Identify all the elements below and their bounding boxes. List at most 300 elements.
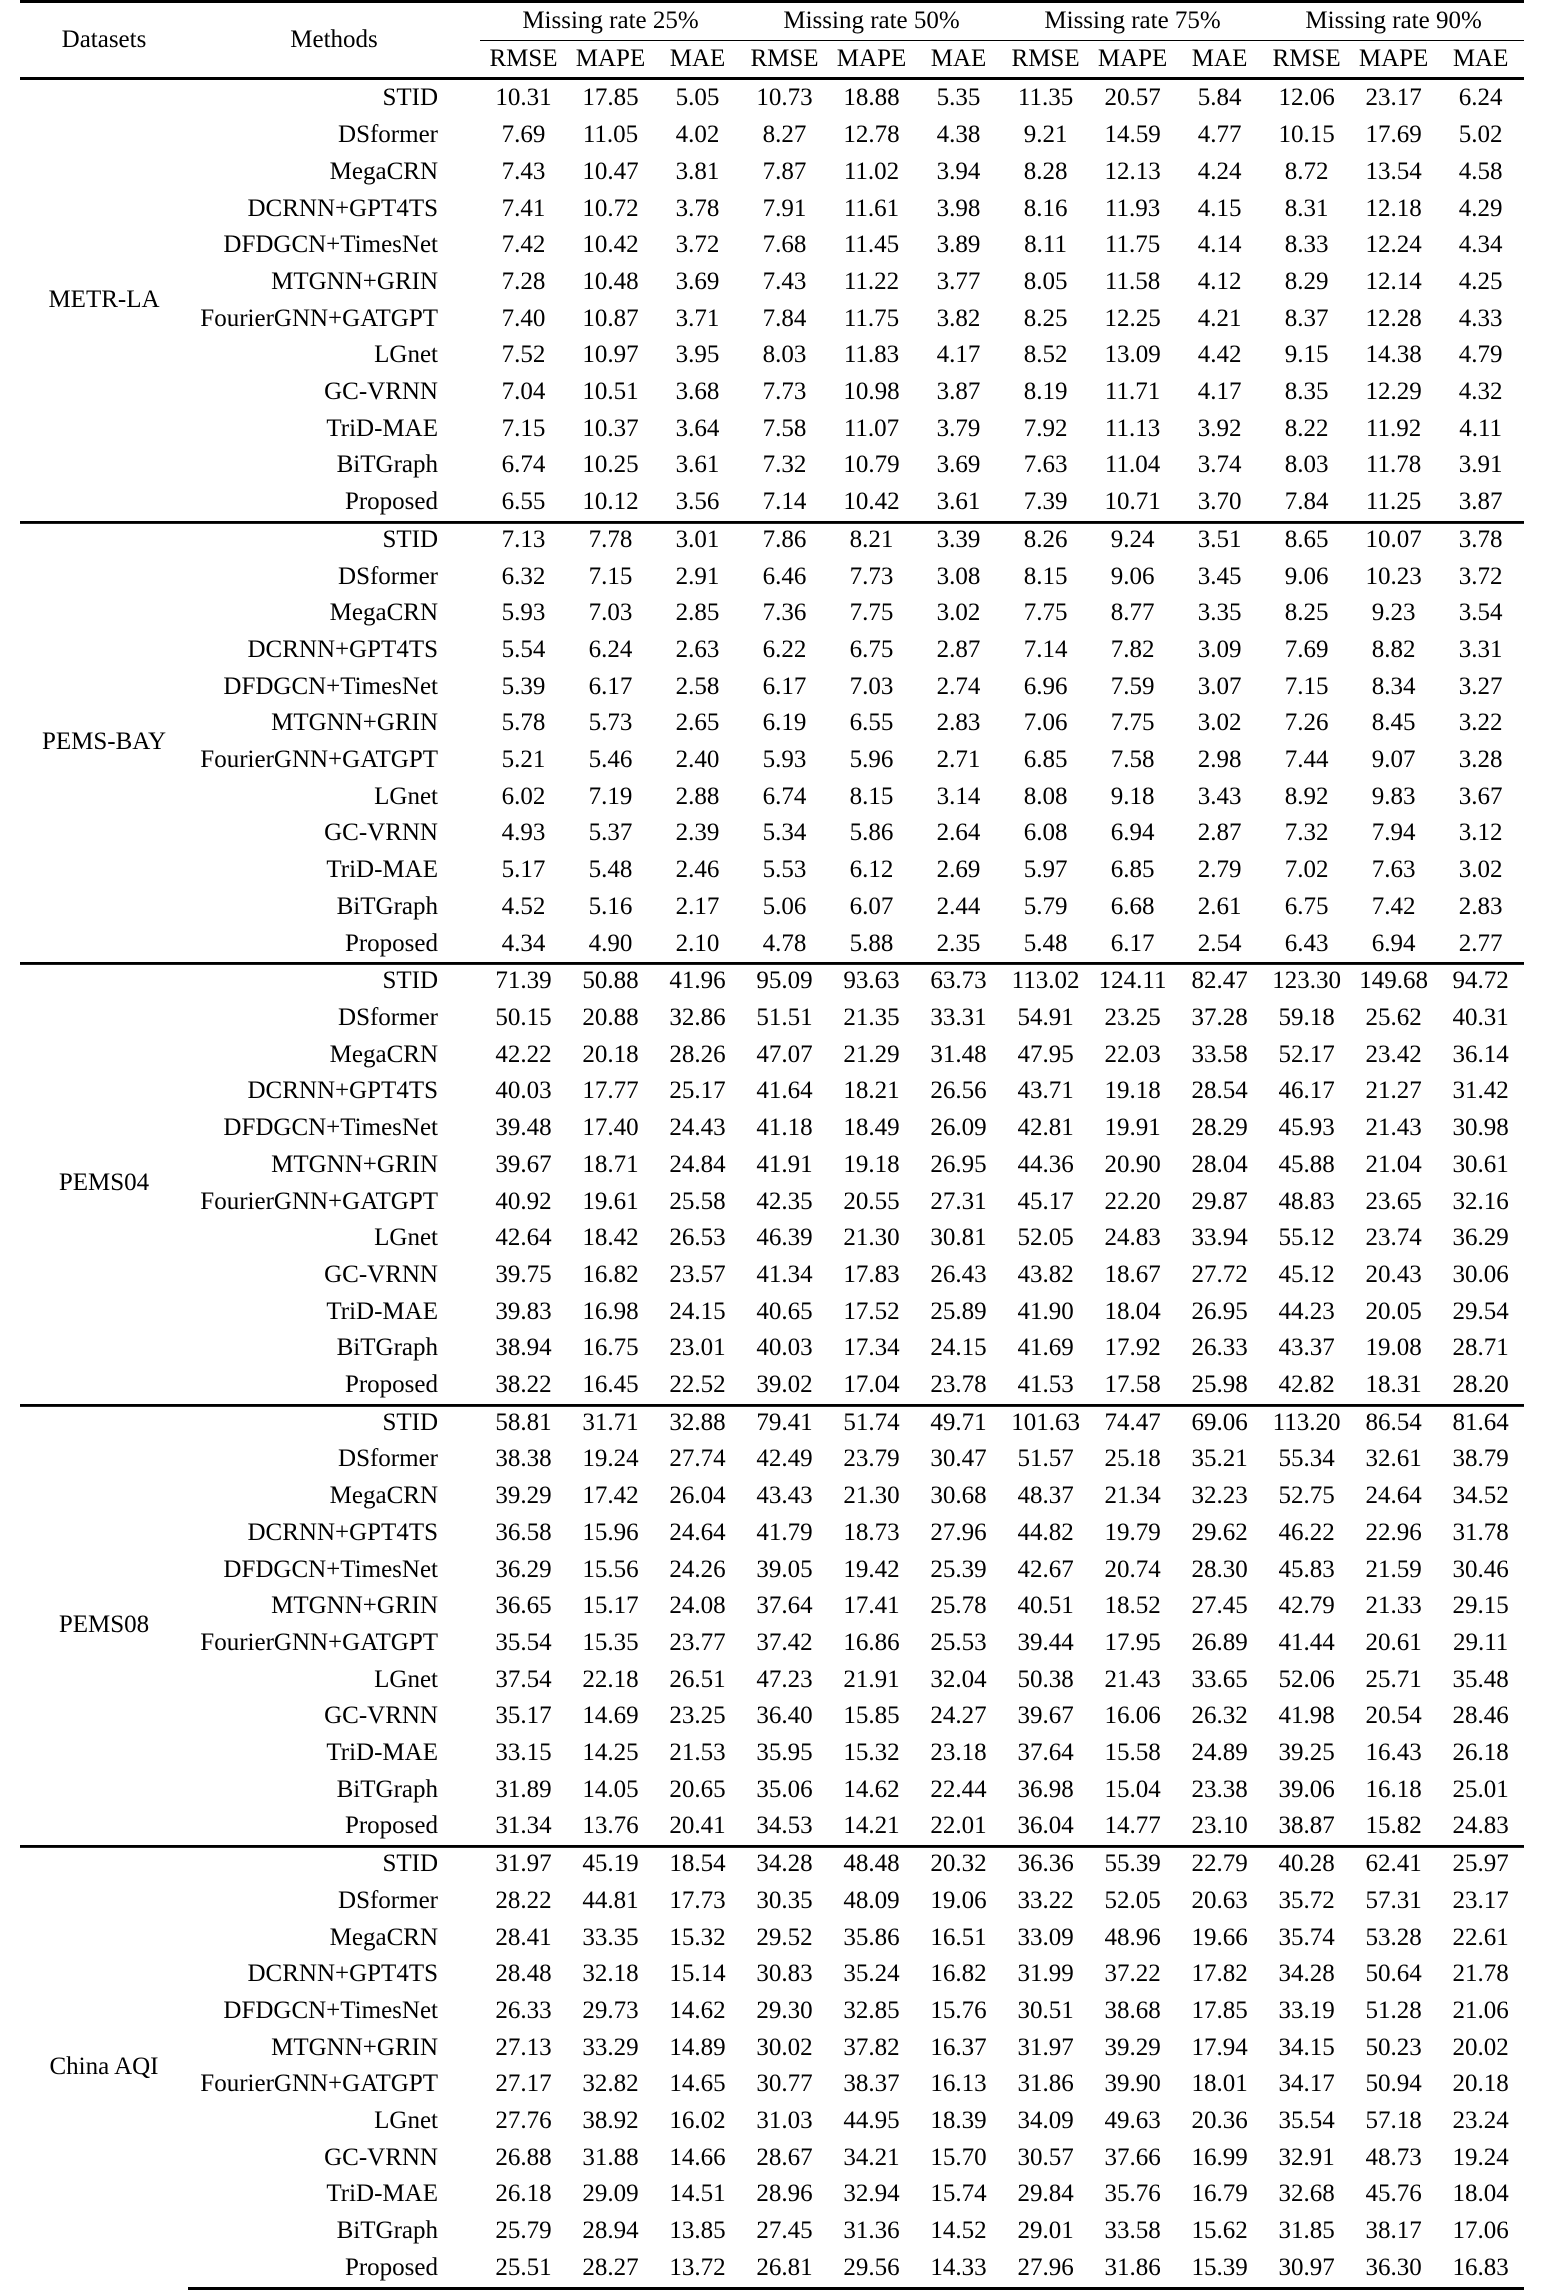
metric-value-cell: 21.04: [1365, 1150, 1422, 1178]
metric-value-cell: 38.87: [1278, 1812, 1335, 1840]
metric-value-cell: 17.73: [669, 1886, 726, 1914]
table-row: [20, 2140, 1524, 2177]
metric-value-cell: 4.12: [1197, 267, 1242, 295]
table-row: [20, 779, 1524, 816]
metric-value-cell: 37.64: [1017, 1739, 1074, 1767]
metric-value-cell: 28.20: [1452, 1371, 1509, 1399]
metric-value-cell: 15.04: [1104, 1775, 1161, 1803]
metric-value-cell: 19.06: [930, 1886, 987, 1914]
method-name-cell: DCRNN+GPT4TS: [247, 194, 438, 222]
metric-value-cell: 79.41: [741, 1404, 828, 1441]
metric-value-cell: 37.66: [1104, 2143, 1161, 2171]
metric-value-cell: 41.44: [1278, 1628, 1335, 1656]
metric-value-cell: 28.48: [495, 1960, 552, 1988]
metric-value-cell: 46.22: [1278, 1518, 1335, 1546]
metric-value-cell: 3.74: [1197, 451, 1242, 479]
dataset-name-cell: PEMS04: [20, 963, 188, 1404]
metric-value-cell: 50.64: [1365, 1960, 1422, 1988]
method-name-cell: FourierGNN+GATGPT: [200, 1628, 438, 1656]
metric-value-cell: 2.77: [1458, 929, 1503, 957]
metric-value-cell: 2.46: [675, 856, 720, 884]
metric-value-cell: 43.37: [1278, 1334, 1335, 1362]
metric-value-cell: 7.75: [1110, 709, 1155, 737]
metric-value-cell: 31.78: [1452, 1518, 1509, 1546]
metric-value-cell: 31.97: [1017, 2033, 1074, 2061]
metric-value-cell: 8.08: [1023, 782, 1068, 810]
metric-value-cell: 15.85: [843, 1702, 900, 1730]
metric-value-cell: 17.95: [1104, 1628, 1161, 1656]
metric-value-cell: 23.79: [843, 1445, 900, 1473]
metric-value-cell: 4.52: [501, 892, 546, 920]
metric-value-cell: 8.16: [1023, 194, 1068, 222]
metric-value-cell: 34.21: [843, 2143, 900, 2171]
metric-value-cell: 11.25: [1365, 488, 1422, 516]
metric-value-cell: 4.34: [1458, 231, 1503, 259]
method-name-cell: LGnet: [374, 341, 438, 369]
metric-value-cell: 6.22: [762, 635, 807, 663]
metric-value-cell: 50.23: [1365, 2033, 1422, 2061]
metric-value-cell: 23.25: [1104, 1003, 1161, 1031]
method-name-cell: STID: [188, 1846, 480, 1883]
metric-value-cell: 35.17: [495, 1702, 552, 1730]
method-name-cell: TriD-MAE: [326, 856, 438, 884]
metric-value-cell: 36.40: [756, 1702, 813, 1730]
metric-value-cell: 48.96: [1104, 1923, 1161, 1951]
metric-value-cell: 20.36: [1191, 2107, 1248, 2135]
metric-value-cell: 3.07: [1197, 672, 1242, 700]
method-name-cell: DFDGCN+TimesNet: [223, 1555, 438, 1583]
metric-value-cell: 8.26: [1002, 521, 1089, 558]
metric-value-cell: 31.97: [480, 1846, 567, 1883]
col-header-metric: RMSE: [750, 44, 819, 72]
metric-value-cell: 2.61: [1197, 892, 1242, 920]
metric-value-cell: 10.25: [582, 451, 639, 479]
metric-value-cell: 3.51: [1176, 521, 1263, 558]
metric-value-cell: 12.78: [843, 121, 900, 149]
metric-value-cell: 35.48: [1452, 1665, 1509, 1693]
method-name-cell: LGnet: [374, 2107, 438, 2135]
metric-value-cell: 47.07: [756, 1040, 813, 1068]
metric-value-cell: 12.28: [1365, 304, 1422, 332]
col-header-metric: MAPE: [1358, 44, 1429, 72]
metric-value-cell: 5.48: [1023, 929, 1068, 957]
metric-value-cell: 42.64: [495, 1224, 552, 1252]
metric-value-cell: 52.06: [1278, 1665, 1335, 1693]
metric-value-cell: 35.72: [1278, 1886, 1335, 1914]
metric-value-cell: 48.37: [1017, 1482, 1074, 1510]
metric-value-cell: 3.39: [915, 521, 1002, 558]
metric-value-cell: 29.11: [1452, 1628, 1509, 1656]
metric-value-cell: 17.77: [582, 1077, 639, 1105]
metric-value-cell: 43.71: [1017, 1077, 1074, 1105]
metric-value-cell: 7.52: [501, 341, 546, 369]
method-name-cell: TriD-MAE: [326, 1739, 438, 1767]
table-row: [20, 227, 1524, 264]
metric-value-cell: 30.98: [1452, 1114, 1509, 1142]
metric-value-cell: 3.72: [675, 231, 720, 259]
metric-value-cell: 4.78: [762, 929, 807, 957]
method-name-cell: DFDGCN+TimesNet: [223, 1996, 438, 2024]
dataset-name-cell: PEMS-BAY: [20, 521, 188, 962]
method-name-cell: FourierGNN+GATGPT: [200, 304, 438, 332]
metric-value-cell: 26.53: [669, 1224, 726, 1252]
metric-value-cell: 2.10: [675, 929, 720, 957]
method-name-cell: BiTGraph: [336, 1334, 438, 1362]
metric-value-cell: 6.32: [501, 562, 546, 590]
metric-value-cell: 40.28: [1263, 1846, 1350, 1883]
metric-value-cell: 33.15: [495, 1739, 552, 1767]
method-name-cell: STID: [188, 521, 480, 558]
metric-value-cell: 14.62: [669, 1996, 726, 2024]
metric-value-cell: 9.07: [1371, 746, 1416, 774]
metric-value-cell: 7.58: [1110, 746, 1155, 774]
metric-value-cell: 4.14: [1197, 231, 1242, 259]
metric-value-cell: 12.25: [1104, 304, 1161, 332]
metric-value-cell: 33.58: [1191, 1040, 1248, 1068]
metric-value-cell: 24.83: [1104, 1224, 1161, 1252]
metric-value-cell: 32.18: [582, 1960, 639, 1988]
metric-value-cell: 8.45: [1371, 709, 1416, 737]
metric-value-cell: 7.19: [588, 782, 633, 810]
metric-value-cell: 20.88: [582, 1003, 639, 1031]
metric-value-cell: 31.89: [495, 1775, 552, 1803]
metric-value-cell: 8.15: [1023, 562, 1068, 590]
metric-value-cell: 6.74: [762, 782, 807, 810]
metric-value-cell: 41.69: [1017, 1334, 1074, 1362]
metric-value-cell: 33.19: [1278, 1996, 1335, 2024]
metric-value-cell: 7.40: [501, 304, 546, 332]
metric-value-cell: 15.70: [930, 2143, 987, 2171]
metric-value-cell: 71.39: [480, 963, 567, 1000]
metric-value-cell: 4.79: [1458, 341, 1503, 369]
metric-value-cell: 25.78: [930, 1592, 987, 1620]
metric-value-cell: 18.67: [1104, 1260, 1161, 1288]
metric-value-cell: 26.89: [1191, 1628, 1248, 1656]
metric-value-cell: 28.04: [1191, 1150, 1248, 1178]
metric-value-cell: 14.66: [669, 2143, 726, 2171]
metric-value-cell: 39.06: [1278, 1775, 1335, 1803]
metric-value-cell: 2.69: [936, 856, 981, 884]
metric-value-cell: 4.02: [675, 121, 720, 149]
metric-value-cell: 5.96: [849, 746, 894, 774]
metric-value-cell: 42.35: [756, 1187, 813, 1215]
metric-value-cell: 33.09: [1017, 1923, 1074, 1951]
metric-value-cell: 6.94: [1371, 929, 1416, 957]
metric-value-cell: 48.83: [1278, 1187, 1335, 1215]
metric-value-cell: 8.03: [762, 341, 807, 369]
col-group-header-75: Missing rate 75%: [1002, 2, 1263, 41]
metric-value-cell: 3.70: [1197, 488, 1242, 516]
metric-value-cell: 4.93: [501, 819, 546, 847]
metric-value-cell: 7.73: [849, 562, 894, 590]
metric-value-cell: 5.35: [915, 79, 1002, 117]
metric-value-cell: 39.25: [1278, 1739, 1335, 1767]
metric-value-cell: 28.96: [756, 2180, 813, 2208]
metric-value-cell: 7.68: [762, 231, 807, 259]
metric-value-cell: 5.37: [588, 819, 633, 847]
table-row: [20, 963, 1524, 1000]
metric-value-cell: 19.61: [582, 1187, 639, 1215]
metric-value-cell: 30.02: [756, 2033, 813, 2061]
metric-value-cell: 29.62: [1191, 1518, 1248, 1546]
metric-value-cell: 12.14: [1365, 267, 1422, 295]
metric-value-cell: 24.15: [930, 1334, 987, 1362]
metric-value-cell: 20.61: [1365, 1628, 1422, 1656]
metric-value-cell: 37.22: [1104, 1960, 1161, 1988]
metric-value-cell: 46.39: [756, 1224, 813, 1252]
table-row: [20, 852, 1524, 889]
table-row: [20, 926, 1524, 963]
metric-value-cell: 5.39: [501, 672, 546, 700]
metric-value-cell: 24.64: [1365, 1482, 1422, 1510]
metric-value-cell: 28.41: [495, 1923, 552, 1951]
table-row: [20, 1147, 1524, 1184]
metric-value-cell: 45.88: [1278, 1150, 1335, 1178]
metric-value-cell: 4.77: [1197, 121, 1242, 149]
metric-value-cell: 48.73: [1365, 2143, 1422, 2171]
metric-value-cell: 23.65: [1365, 1187, 1422, 1215]
metric-value-cell: 17.52: [843, 1297, 900, 1325]
metric-value-cell: 50.88: [567, 963, 654, 1000]
metric-value-cell: 9.15: [1284, 341, 1329, 369]
metric-value-cell: 30.61: [1452, 1150, 1509, 1178]
metric-value-cell: 11.92: [1365, 414, 1422, 442]
metric-value-cell: 15.56: [582, 1555, 639, 1583]
table-row: [20, 889, 1524, 926]
metric-value-cell: 31.42: [1452, 1077, 1509, 1105]
table-row: [20, 1735, 1524, 1772]
metric-value-cell: 2.63: [675, 635, 720, 663]
metric-value-cell: 25.53: [930, 1628, 987, 1656]
metric-value-cell: 6.17: [762, 672, 807, 700]
metric-value-cell: 18.04: [1452, 2180, 1509, 2208]
metric-value-cell: 59.18: [1278, 1003, 1335, 1031]
table-row: [20, 1220, 1524, 1257]
metric-value-cell: 37.28: [1191, 1003, 1248, 1031]
metric-value-cell: 11.71: [1104, 378, 1161, 406]
metric-value-cell: 7.84: [762, 304, 807, 332]
metric-value-cell: 28.27: [567, 2250, 654, 2288]
metric-value-cell: 6.94: [1110, 819, 1155, 847]
metric-value-cell: 3.67: [1458, 782, 1503, 810]
metric-value-cell: 25.62: [1365, 1003, 1422, 1031]
method-name-cell: MTGNN+GRIN: [271, 2033, 438, 2061]
metric-value-cell: 7.15: [588, 562, 633, 590]
metric-value-cell: 25.79: [495, 2217, 552, 2245]
metric-value-cell: 22.18: [582, 1665, 639, 1693]
metric-value-cell: 15.14: [669, 1960, 726, 1988]
metric-value-cell: 24.15: [669, 1297, 726, 1325]
metric-value-cell: 35.54: [495, 1628, 552, 1656]
metric-value-cell: 30.81: [930, 1224, 987, 1252]
metric-value-cell: 3.87: [1458, 488, 1503, 516]
metric-value-cell: 26.32: [1191, 1702, 1248, 1730]
metric-value-cell: 49.71: [915, 1404, 1002, 1441]
metric-value-cell: 7.86: [741, 521, 828, 558]
table-row: [20, 374, 1524, 411]
metric-value-cell: 36.36: [1002, 1846, 1089, 1883]
metric-value-cell: 6.46: [762, 562, 807, 590]
dataset-name-cell: METR-LA: [20, 79, 188, 521]
metric-value-cell: 3.02: [936, 599, 981, 627]
metric-value-cell: 39.02: [756, 1371, 813, 1399]
table-row: [20, 301, 1524, 338]
metric-value-cell: 26.33: [495, 1996, 552, 2024]
metric-value-cell: 38.22: [495, 1371, 552, 1399]
table-row: [20, 1257, 1524, 1294]
metric-value-cell: 34.09: [1017, 2107, 1074, 2135]
metric-value-cell: 10.47: [582, 157, 639, 185]
metric-value-cell: 27.76: [495, 2107, 552, 2135]
metric-value-cell: 45.76: [1365, 2180, 1422, 2208]
metric-value-cell: 18.54: [654, 1846, 741, 1883]
metric-value-cell: 86.54: [1350, 1404, 1437, 1441]
metric-value-cell: 7.63: [1371, 856, 1416, 884]
metric-value-cell: 32.85: [843, 1996, 900, 2024]
metric-value-cell: 27.45: [1191, 1592, 1248, 1620]
metric-value-cell: 18.39: [930, 2107, 987, 2135]
metric-value-cell: 18.49: [843, 1114, 900, 1142]
metric-value-cell: 6.75: [849, 635, 894, 663]
metric-value-cell: 4.17: [1197, 378, 1242, 406]
metric-value-cell: 39.67: [495, 1150, 552, 1178]
metric-value-cell: 6.75: [1284, 892, 1329, 920]
metric-value-cell: 2.71: [936, 746, 981, 774]
metric-value-cell: 21.06: [1452, 1996, 1509, 2024]
metric-value-cell: 33.65: [1191, 1665, 1248, 1693]
metric-value-cell: 3.87: [936, 378, 981, 406]
metric-value-cell: 31.48: [930, 1040, 987, 1068]
metric-value-cell: 16.43: [1365, 1739, 1422, 1767]
metric-value-cell: 4.33: [1458, 304, 1503, 332]
metric-value-cell: 12.13: [1104, 157, 1161, 185]
metric-value-cell: 46.17: [1278, 1077, 1335, 1105]
metric-value-cell: 16.37: [930, 2033, 987, 2061]
metric-value-cell: 32.91: [1278, 2143, 1335, 2171]
metric-value-cell: 16.06: [1104, 1702, 1161, 1730]
metric-value-cell: 31.85: [1278, 2217, 1335, 2245]
metric-value-cell: 35.54: [1278, 2107, 1335, 2135]
metric-value-cell: 2.44: [936, 892, 981, 920]
table-row: [20, 1073, 1524, 1110]
metric-value-cell: 16.13: [930, 2070, 987, 2098]
metric-value-cell: 32.94: [843, 2180, 900, 2208]
table-row: [20, 1846, 1524, 1883]
metric-value-cell: 17.69: [1365, 121, 1422, 149]
table-header: [20, 2, 1524, 79]
metric-value-cell: 5.86: [849, 819, 894, 847]
metric-value-cell: 21.33: [1365, 1592, 1422, 1620]
metric-value-cell: 31.36: [843, 2217, 900, 2245]
metric-value-cell: 11.04: [1104, 451, 1161, 479]
metric-value-cell: 11.45: [843, 231, 900, 259]
metric-value-cell: 2.64: [936, 819, 981, 847]
metric-value-cell: 2.17: [675, 892, 720, 920]
metric-value-cell: 8.21: [828, 521, 915, 558]
metric-value-cell: 39.90: [1104, 2070, 1161, 2098]
method-name-cell: GC-VRNN: [324, 1260, 438, 1288]
metric-value-cell: 32.04: [930, 1665, 987, 1693]
metric-value-cell: 95.09: [741, 963, 828, 1000]
results-table: [20, 0, 1524, 2290]
table-row: [20, 1698, 1524, 1735]
method-name-cell: LGnet: [374, 1665, 438, 1693]
metric-value-cell: 34.28: [741, 1846, 828, 1883]
method-name-cell: DFDGCN+TimesNet: [223, 1114, 438, 1142]
metric-value-cell: 19.42: [843, 1555, 900, 1583]
metric-value-cell: 23.42: [1365, 1040, 1422, 1068]
metric-value-cell: 3.64: [675, 414, 720, 442]
metric-value-cell: 42.49: [756, 1445, 813, 1473]
metric-value-cell: 29.54: [1452, 1297, 1509, 1325]
metric-value-cell: 33.31: [930, 1003, 987, 1031]
metric-value-cell: 33.22: [1017, 1886, 1074, 1914]
metric-value-cell: 7.92: [1023, 414, 1068, 442]
metric-value-cell: 69.06: [1176, 1404, 1263, 1441]
metric-value-cell: 45.93: [1278, 1114, 1335, 1142]
metric-value-cell: 40.03: [756, 1334, 813, 1362]
metric-value-cell: 26.51: [669, 1665, 726, 1693]
metric-value-cell: 19.79: [1104, 1518, 1161, 1546]
metric-value-cell: 2.85: [675, 599, 720, 627]
metric-value-cell: 9.06: [1110, 562, 1155, 590]
metric-value-cell: 21.27: [1365, 1077, 1422, 1105]
metric-value-cell: 21.35: [843, 1003, 900, 1031]
metric-value-cell: 7.63: [1023, 451, 1068, 479]
metric-value-cell: 28.67: [756, 2143, 813, 2171]
metric-value-cell: 10.79: [843, 451, 900, 479]
method-name-cell: GC-VRNN: [324, 2143, 438, 2171]
metric-value-cell: 6.24: [1437, 79, 1524, 117]
metric-value-cell: 21.29: [843, 1040, 900, 1068]
metric-value-cell: 36.98: [1017, 1775, 1074, 1803]
metric-value-cell: 7.69: [1284, 635, 1329, 663]
metric-value-cell: 23.78: [930, 1371, 987, 1399]
metric-value-cell: 35.74: [1278, 1923, 1335, 1951]
method-name-cell: DCRNN+GPT4TS: [247, 1518, 438, 1546]
method-name-cell: DSformer: [338, 1445, 438, 1473]
metric-value-cell: 5.84: [1176, 79, 1263, 117]
metric-value-cell: 24.84: [669, 1150, 726, 1178]
metric-value-cell: 2.54: [1197, 929, 1242, 957]
table-row: [20, 2066, 1524, 2103]
metric-value-cell: 30.47: [930, 1445, 987, 1473]
method-name-cell: TriD-MAE: [326, 2180, 438, 2208]
metric-value-cell: 17.58: [1104, 1371, 1161, 1399]
metric-value-cell: 3.69: [675, 267, 720, 295]
metric-value-cell: 7.28: [501, 267, 546, 295]
method-name-cell: FourierGNN+GATGPT: [200, 2070, 438, 2098]
col-header-metric: MAPE: [575, 44, 646, 72]
metric-value-cell: 54.91: [1017, 1003, 1074, 1031]
metric-value-cell: 24.27: [930, 1702, 987, 1730]
metric-value-cell: 16.83: [1437, 2250, 1524, 2288]
metric-value-cell: 21.59: [1365, 1555, 1422, 1583]
table-row: [20, 2250, 1524, 2288]
metric-value-cell: 7.32: [1284, 819, 1329, 847]
metric-value-cell: 7.78: [567, 521, 654, 558]
table-row: [20, 1330, 1524, 1367]
metric-value-cell: 41.98: [1278, 1702, 1335, 1730]
metric-value-cell: 20.02: [1452, 2033, 1509, 2061]
metric-value-cell: 10.72: [582, 194, 639, 222]
metric-value-cell: 15.58: [1104, 1739, 1161, 1767]
col-group-header-90: Missing rate 90%: [1263, 2, 1524, 41]
metric-value-cell: 17.85: [1191, 1996, 1248, 2024]
table-row: [20, 1883, 1524, 1920]
metric-value-cell: 3.92: [1197, 414, 1242, 442]
metric-value-cell: 30.77: [756, 2070, 813, 2098]
